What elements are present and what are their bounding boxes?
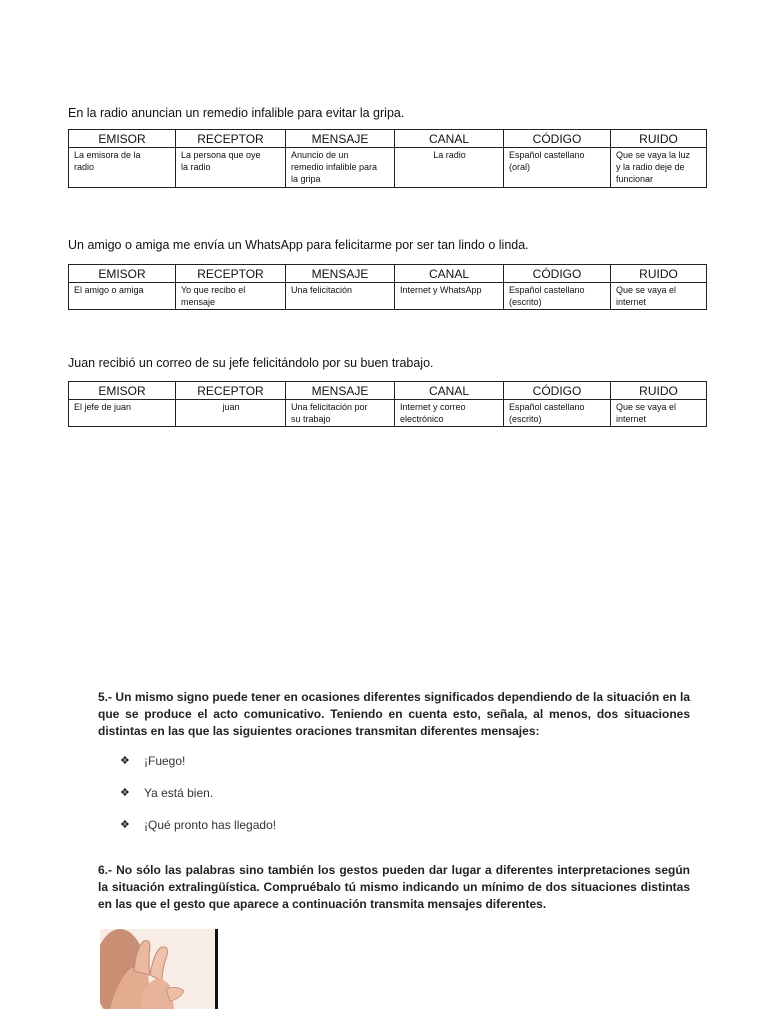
cell-ruido: Que se vaya la luz y la radio deje de funcionar <box>611 148 707 188</box>
cell-receptor: Yo que recibo el mensaje <box>176 283 286 310</box>
section-1-intro: En la radio anuncian un remedio infalible para evitar la gripa. <box>68 106 405 120</box>
section-3-intro: Juan recibió un correo de su jefe felicitándolo por su buen trabajo. <box>68 356 434 370</box>
header-codigo: CÓDIGO <box>504 265 611 283</box>
header-receptor: RECEPTOR <box>176 265 286 283</box>
header-ruido: RUIDO <box>611 265 707 283</box>
communication-table-1 <box>68 129 707 188</box>
list-item-text: ¡Fuego! <box>144 754 186 768</box>
cell-canal: Internet y correo electrónico <box>395 400 504 427</box>
header-codigo: CÓDIGO <box>504 382 611 400</box>
cell-ruido: Que se vaya el internet <box>611 283 707 310</box>
table-row <box>69 400 707 427</box>
header-canal: CANAL <box>395 265 504 283</box>
header-canal: CANAL <box>395 130 504 148</box>
header-codigo: CÓDIGO <box>504 130 611 148</box>
header-mensaje: MENSAJE <box>286 382 395 400</box>
table-header-row <box>69 130 707 148</box>
list-item-text: ¡Qué pronto has llegado! <box>144 818 277 832</box>
section-2-intro: Un amigo o amiga me envía un WhatsApp para felicitarme por ser tan lindo o linda. <box>68 238 529 252</box>
hand-gesture-photo <box>100 929 218 1009</box>
header-ruido: RUIDO <box>611 130 707 148</box>
header-emisor: EMISOR <box>69 130 176 148</box>
communication-table-3 <box>68 381 707 427</box>
diamond-bullet-icon: ❖ <box>120 819 130 831</box>
image-border <box>215 929 218 1009</box>
header-ruido: RUIDO <box>611 382 707 400</box>
list-item-text: Ya está bien. <box>144 786 214 800</box>
cell-mensaje: Una felicitación por su trabajo <box>286 400 395 427</box>
exercise-6-text: 6.- No sólo las palabras sino también los gestos pueden dar lugar a diferentes interpretaciones según la situación extralingüística. Compruébalo tú mismo indicando un mínimo de dos situaciones distintas en las que el gesto que aparece a continuación transmita mensajes diferentes. <box>98 863 690 911</box>
cell-codigo: Español castellano (oral) <box>504 148 611 188</box>
hand-gesture-icon <box>100 929 218 1009</box>
table-row <box>69 148 707 188</box>
diamond-bullet-icon: ❖ <box>120 787 130 799</box>
header-emisor: EMISOR <box>69 265 176 283</box>
cell-mensaje: Una felicitación <box>286 283 395 310</box>
header-mensaje: MENSAJE <box>286 265 395 283</box>
table-row <box>69 283 707 310</box>
diamond-bullet-icon: ❖ <box>120 755 130 767</box>
header-mensaje: MENSAJE <box>286 130 395 148</box>
cell-ruido: Que se vaya el internet <box>611 400 707 427</box>
header-receptor: RECEPTOR <box>176 130 286 148</box>
cell-canal: La radio <box>395 148 504 188</box>
cell-emisor: El jefe de juan <box>69 400 176 427</box>
table-header-row <box>69 382 707 400</box>
cell-emisor: El amigo o amiga <box>69 283 176 310</box>
communication-table-2 <box>68 264 707 310</box>
exercise-5-text: 5.- Un mismo signo puede tener en ocasiones diferentes significados dependiendo de la situación en la que se produce el acto comunicativo. Teniendo en cuenta esto, señala, al menos, dos situaciones distintas en las que las siguientes oraciones transmitan diferentes mensajes: <box>98 690 690 738</box>
cell-emisor: La emisora de la radio <box>69 148 176 188</box>
cell-receptor: La persona que oye la radio <box>176 148 286 188</box>
header-canal: CANAL <box>395 382 504 400</box>
table-header-row <box>69 265 707 283</box>
cell-receptor: juan <box>176 400 286 427</box>
exercise-5-list <box>120 750 276 846</box>
list-item <box>120 814 276 846</box>
list-item <box>120 750 276 782</box>
cell-mensaje: Anuncio de un remedio infalible para la gripa <box>286 148 395 188</box>
cell-codigo: Español castellano (escrito) <box>504 400 611 427</box>
cell-codigo: Español castellano (escrito) <box>504 283 611 310</box>
list-item <box>120 782 276 814</box>
header-emisor: EMISOR <box>69 382 176 400</box>
header-receptor: RECEPTOR <box>176 382 286 400</box>
cell-canal: Internet y WhatsApp <box>395 283 504 310</box>
